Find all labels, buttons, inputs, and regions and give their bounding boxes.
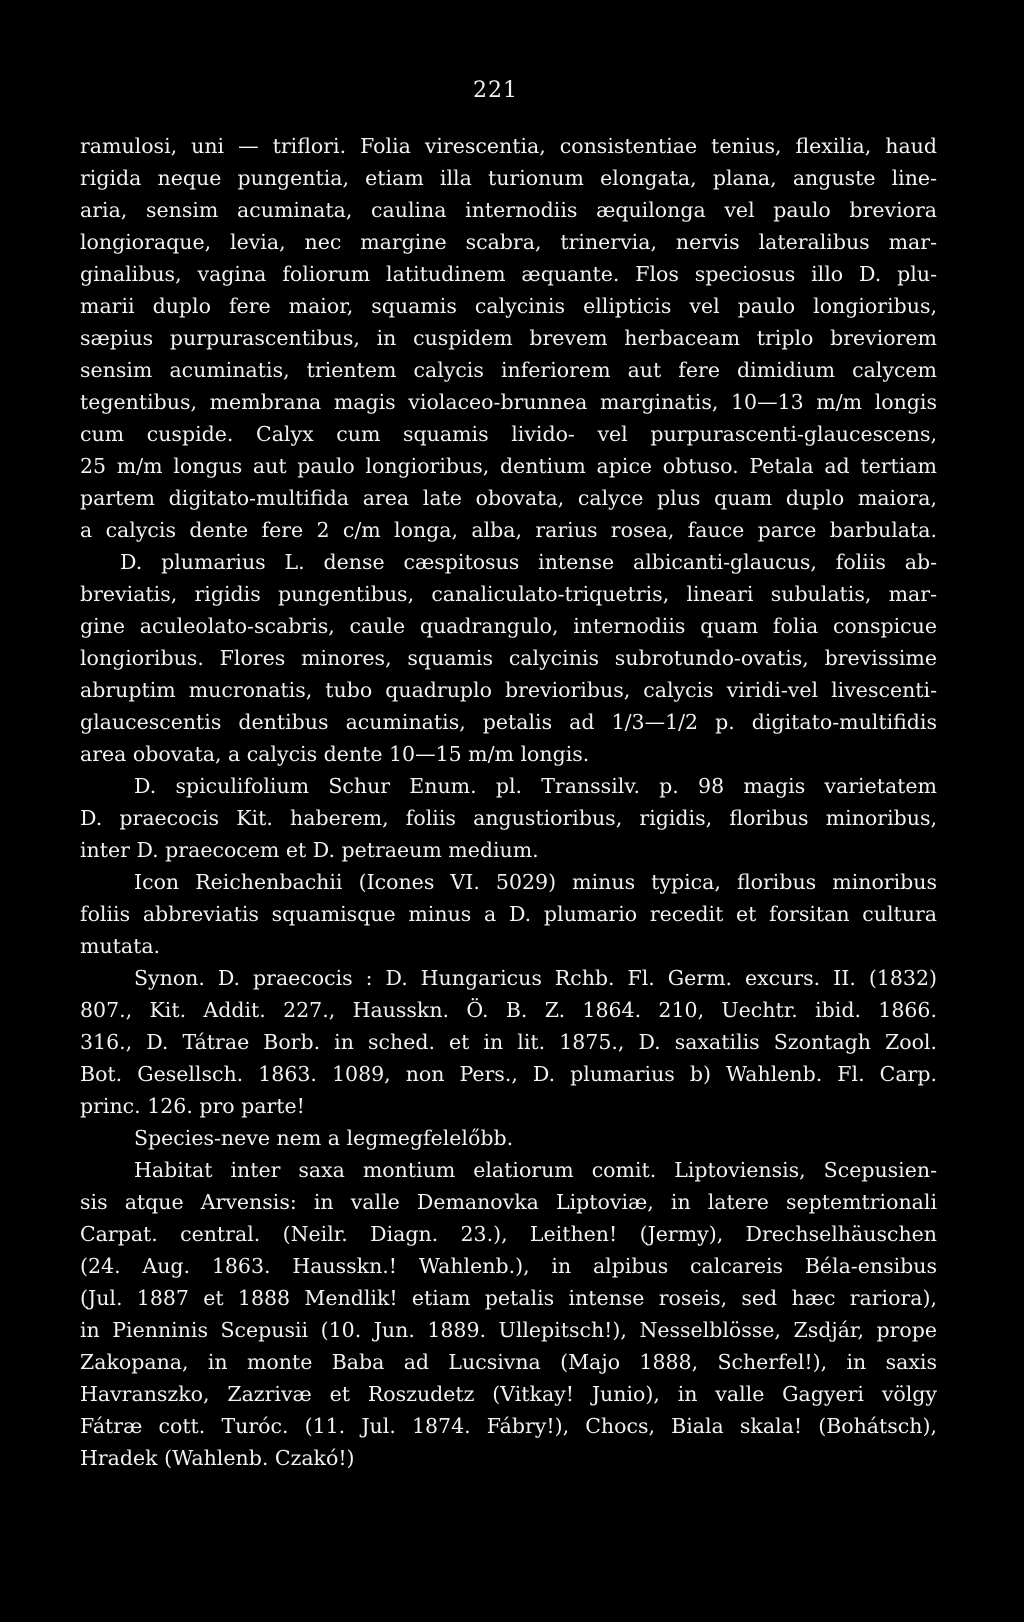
text-line: Carpat. central. (Neilr. Diagn. 23.), Leithen! (Jermy), Drechselhäuschen — [80, 1222, 937, 1246]
text-line: sensim acuminatis, trientem calycis inferiorem aut fere dimidium calycem — [80, 358, 937, 382]
text-line: (Jul. 1887 et 1888 Mendlik! etiam petalis intense roseis, sed hæc rariora), — [80, 1286, 937, 1310]
text-line: princ. 126. pro parte! — [80, 1094, 305, 1118]
text-line: gine aculeolato-scabris, caule quadrangulo, internodiis quam folia conspicue — [80, 614, 937, 638]
text-line: D. spiculifolium Schur Enum. pl. Transsilv. p. 98 magis varietatem — [134, 774, 937, 798]
text-line: Species-neve nem a legmegfelelőbb. — [134, 1126, 514, 1150]
text-line: sæpius purpurascentibus, in cuspidem brevem herbaceam triplo breviorem — [80, 326, 937, 350]
text-line: Bot. Gesellsch. 1863. 1089, non Pers., D. plumarius b) Wahlenb. Fl. Carp. — [80, 1062, 937, 1086]
text-line: D. praecocis Kit. haberem, foliis angustioribus, rigidis, floribus minoribus, — [80, 806, 937, 830]
text-line: abruptim mucronatis, tubo quadruplo brevioribus, calycis viridi-vel livescenti- — [80, 678, 937, 702]
text-line: marii duplo fere maior, squamis calycinis ellipticis vel paulo longioribus, — [80, 294, 937, 318]
text-line: ramulosi, uni — triflori. Folia virescentia, consistentiae tenius, flexilia, haud — [80, 134, 937, 158]
text-line: tegentibus, membrana magis violaceo-brunnea marginatis, 10—13 m/m longis — [80, 390, 937, 414]
text-line: Icon Reichenbachii (Icones VI. 5029) minus typica, floribus minoribus — [134, 870, 937, 894]
text-line: rigida neque pungentia, etiam illa turionum elongata, plana, anguste line- — [80, 166, 937, 190]
text-line: 807., Kit. Addit. 227., Hausskn. Ö. B. Z. 1864. 210, Uechtr. ibid. 1866. — [80, 998, 937, 1022]
text-line: Havranszko, Zazrivæ et Roszudetz (Vitkay! Junio), in valle Gagyeri völgy — [80, 1382, 937, 1406]
text-line: Fátræ cott. Turóc. (11. Jul. 1874. Fábry!), Chocs, Biala skala! (Bohátsch), — [80, 1414, 937, 1438]
text-line: breviatis, rigidis pungentibus, canaliculato-triquetris, lineari subulatis, mar- — [80, 582, 937, 606]
page-number: 221 — [473, 78, 518, 103]
text-line: D. plumarius L. dense cæspitosus intense albicanti-glaucus, foliis ab- — [120, 550, 937, 574]
text-line: foliis abbreviatis squamisque minus a D. plumario recedit et forsitan cultura — [80, 902, 937, 926]
text-line: ginalibus, vagina foliorum latitudinem æquante. Flos speciosus illo D. plu- — [80, 262, 937, 286]
text-line: in Pienninis Scepusii (10. Jun. 1889. Ullepitsch!), Nesselblösse, Zsdjár, prope — [80, 1318, 937, 1342]
text-line: Habitat inter saxa montium elatiorum comit. Liptoviensis, Scepusien- — [134, 1158, 937, 1182]
text-line: cum cuspide. Calyx cum squamis livido- vel purpurascenti-glaucescens, — [80, 422, 937, 446]
text-line: partem digitato-multifida area late obovata, calyce plus quam duplo maiora, — [80, 486, 937, 510]
text-line: (24. Aug. 1863. Hausskn.! Wahlenb.), in alpibus calcareis Béla-ensibus — [80, 1254, 937, 1278]
text-line: 25 m/m longus aut paulo longioribus, dentium apice obtuso. Petala ad tertiam — [80, 454, 937, 478]
text-line: sis atque Arvensis: in valle Demanovka Liptoviæ, in latere septemtrionali — [80, 1190, 937, 1214]
text-line: longioraque, levia, nec margine scabra, trinervia, nervis lateralibus mar- — [80, 230, 937, 254]
text-line: Hradek (Wahlenb. Czakó!) — [80, 1446, 355, 1470]
text-line: area obovata, a calycis dente 10—15 m/m longis. — [80, 742, 590, 766]
text-line: mutata. — [80, 934, 161, 958]
text-line: Zakopana, in monte Baba ad Lucsivna (Majo 1888, Scherfel!), in saxis — [80, 1350, 937, 1374]
text-line: inter D. praecocem et D. petraeum medium. — [80, 838, 539, 862]
text-line: glaucescentis dentibus acuminatis, petalis ad 1/3—1/2 p. digitato-multifidis — [80, 710, 937, 734]
text-line: a calycis dente fere 2 c/m longa, alba, rarius rosea, fauce parce barbulata. — [80, 518, 937, 542]
text-line: longioribus. Flores minores, squamis calycinis subrotundo-ovatis, brevissime — [80, 646, 937, 670]
text-line: 316., D. Tátrae Borb. in sched. et in lit. 1875., D. saxatilis Szontagh Zool. — [80, 1030, 937, 1054]
body-text — [80, 130, 937, 1474]
text-line: aria, sensim acuminata, caulina internodiis æquilonga vel paulo breviora — [80, 198, 937, 222]
text-line: Synon. D. praecocis : D. Hungaricus Rchb. Fl. Germ. excurs. II. (1832) — [134, 966, 937, 990]
